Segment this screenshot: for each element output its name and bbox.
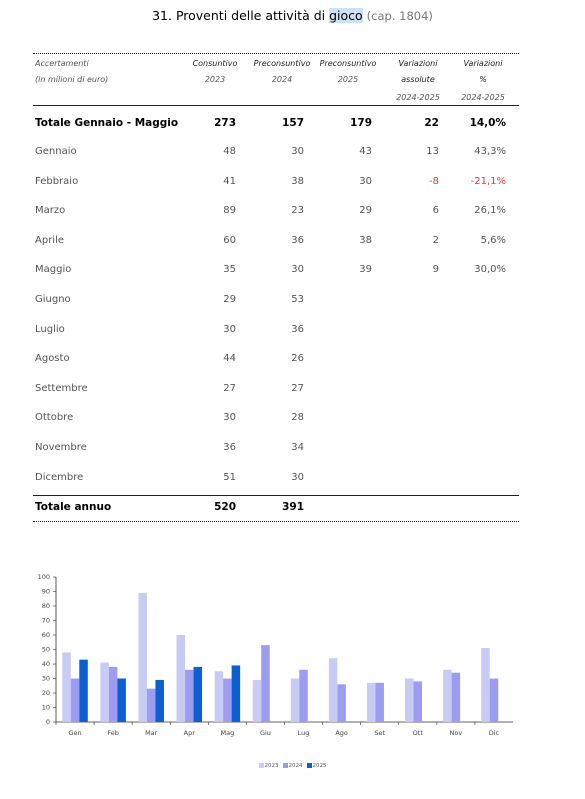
header-unit: (in milioni di euro)	[35, 75, 109, 84]
value-2024: 36	[291, 234, 304, 246]
x-tick-label: Ott	[412, 729, 423, 737]
total-divider	[33, 495, 519, 496]
total-period-label: Totale Gennaio - Maggio	[35, 117, 179, 129]
total-year-2023: 520	[214, 501, 236, 513]
bar-2024-Feb	[109, 667, 118, 722]
value-abs-change: -8	[429, 175, 439, 187]
value-abs-change: 6	[432, 205, 439, 217]
table-row	[0, 324, 585, 338]
value-2024: 53	[291, 294, 304, 305]
value-2023: 51	[223, 471, 236, 483]
header-col4-sub: assolute	[401, 75, 435, 84]
table-row	[0, 176, 585, 190]
value-2025: 39	[359, 264, 372, 276]
value-2023: 48	[223, 146, 236, 157]
page-title	[0, 8, 585, 23]
x-tick-label: Giu	[259, 729, 271, 737]
value-2025: 30	[359, 175, 372, 187]
table-row	[0, 412, 585, 426]
value-pct-change: 26,1%	[474, 205, 506, 217]
row-label: Dicembre	[35, 471, 84, 483]
table-row	[0, 235, 585, 249]
bar-2024-Mag	[223, 679, 232, 723]
bar-2024-Ago	[337, 684, 346, 722]
value-pct-change: -21,1%	[470, 175, 506, 187]
bar-2023-Apr	[177, 635, 186, 722]
bar-2025-Apr	[194, 667, 203, 722]
x-tick-label: Lug	[297, 729, 310, 737]
y-tick-label: 30	[41, 674, 50, 683]
header-col1-year: 2023	[204, 75, 226, 84]
value-2025: 43	[359, 146, 372, 157]
row-label: Giugno	[35, 294, 71, 305]
legend-label: 2024	[288, 763, 303, 769]
bar-2024-Ott	[414, 681, 423, 722]
x-tick-label: Feb	[107, 729, 119, 737]
value-2024: 30	[291, 146, 304, 157]
bar-2023-Lug	[291, 679, 300, 723]
value-2023: 36	[223, 442, 236, 453]
value-pct-change: 5,6%	[480, 234, 506, 246]
y-tick-label: 70	[41, 616, 50, 625]
value-2024: 34	[291, 442, 304, 453]
value-2024: 26	[291, 353, 304, 365]
value-2023: 44	[223, 353, 236, 365]
title-main: 31. Proventi delle attività di	[152, 8, 330, 23]
table-row	[0, 442, 585, 456]
table-row	[0, 264, 585, 278]
header-col5-title: Variazioni	[463, 59, 503, 68]
bar-2023-Ott	[405, 679, 414, 723]
bar-2023-Gen	[62, 652, 71, 722]
total-year-2024: 391	[282, 501, 304, 513]
table-row	[0, 472, 585, 486]
table-row	[0, 383, 585, 397]
title-subtitle: (cap. 1804)	[366, 9, 433, 23]
row-label: Marzo	[35, 205, 66, 217]
legend-swatch	[259, 763, 264, 768]
top-divider	[33, 53, 519, 54]
total-period-row	[0, 117, 585, 131]
x-tick-label: Dic	[488, 729, 500, 737]
table-row	[0, 294, 585, 308]
value-2025: 38	[359, 234, 372, 246]
y-tick-label: 50	[41, 645, 50, 654]
header-col3-year: 2025	[337, 75, 359, 84]
x-tick-label: Nov	[449, 729, 463, 737]
chart-legend	[0, 763, 585, 769]
row-label: Maggio	[35, 264, 72, 276]
value-abs-change: 2	[432, 234, 439, 246]
bar-2024-Dic	[490, 679, 499, 723]
header-divider	[33, 105, 519, 106]
value-2023: 89	[223, 205, 236, 217]
value-abs-change: 9	[432, 264, 439, 276]
header-col1-title: Consuntivo	[192, 59, 238, 68]
header-col4-period: 2024-2025	[396, 93, 440, 102]
legend-label: 2023	[264, 763, 279, 769]
header-col2-year: 2024	[271, 75, 293, 84]
value-2023: 60	[223, 234, 236, 246]
bar-2023-Dic	[481, 648, 490, 722]
bar-2023-Giu	[253, 680, 261, 722]
value-abs-change: 13	[426, 146, 439, 157]
row-label: Febbraio	[35, 175, 79, 187]
value-pct-change: 30,0%	[474, 264, 506, 276]
value-2024: 28	[291, 412, 304, 424]
row-label: Aprile	[35, 234, 65, 246]
y-tick-label: 100	[37, 573, 50, 581]
header-col5-period: 2024-2025	[461, 93, 505, 102]
value-2024: 30	[291, 471, 304, 483]
bar-2025-Mag	[232, 665, 241, 722]
legend-item	[283, 763, 303, 769]
bar-2023-Feb	[100, 663, 109, 722]
x-tick-label: Set	[374, 729, 386, 737]
value-2023: 27	[223, 382, 236, 394]
header-col2-title: Preconsuntivo	[253, 59, 311, 68]
total-period-abs: 22	[424, 117, 439, 129]
bar-2025-Feb	[117, 679, 126, 723]
bar-2023-Ago	[329, 658, 338, 722]
value-2025: 29	[359, 205, 372, 217]
table-row	[0, 146, 585, 160]
legend-swatch	[283, 763, 288, 768]
title-highlight: gioco	[329, 8, 363, 23]
x-tick-label: Apr	[183, 729, 195, 737]
row-label: Gennaio	[35, 146, 77, 157]
total-period-2024: 157	[282, 117, 304, 129]
x-tick-label: Ago	[335, 729, 348, 737]
bar-2024-Lug	[299, 670, 308, 722]
table-row	[0, 353, 585, 367]
value-2023: 30	[223, 412, 236, 424]
bar-2023-Mar	[138, 593, 147, 722]
total-period-2023: 273	[214, 117, 236, 129]
monthly-bar-chart	[0, 568, 585, 743]
y-tick-label: 80	[41, 602, 50, 610]
value-2023: 30	[223, 323, 236, 335]
row-label: Novembre	[35, 442, 87, 453]
legend-item	[259, 763, 279, 769]
total-year-row	[0, 501, 585, 515]
y-tick-label: 10	[41, 703, 50, 712]
bar-2025-Mar	[155, 680, 164, 722]
legend-swatch	[307, 763, 312, 768]
legend-item	[307, 763, 327, 769]
bar-2023-Set	[367, 683, 376, 722]
y-tick-label: 60	[41, 631, 50, 639]
total-period-pct: 14,0%	[469, 117, 506, 129]
total-year-label: Totale annuo	[35, 501, 112, 513]
bottom-divider	[33, 521, 519, 522]
value-2024: 38	[291, 175, 304, 187]
x-tick-label: Gen	[68, 729, 82, 737]
table-row	[0, 205, 585, 219]
total-period-2025: 179	[350, 117, 372, 129]
y-tick-label: 90	[41, 587, 50, 596]
value-2023: 35	[223, 264, 236, 276]
header-col5-sub: %	[479, 75, 487, 84]
y-tick-label: 0	[45, 718, 50, 726]
bar-2025-Gen	[79, 660, 88, 722]
value-2024: 23	[291, 205, 304, 217]
header-accertamenti: Accertamenti	[35, 59, 89, 68]
bar-2024-Nov	[452, 673, 461, 722]
value-2024: 36	[291, 323, 304, 335]
bar-2024-Mar	[147, 689, 156, 722]
legend-label: 2025	[312, 763, 327, 769]
x-tick-label: Mag	[220, 729, 235, 737]
y-tick-label: 40	[41, 660, 50, 668]
header-col3-title: Preconsuntivo	[319, 59, 377, 68]
value-2024: 27	[291, 382, 304, 394]
value-2023: 41	[223, 175, 236, 187]
header-col4-title: Variazioni	[398, 59, 438, 68]
row-label: Ottobre	[35, 412, 74, 424]
bar-2024-Gen	[71, 679, 80, 723]
bar-2024-Giu	[261, 645, 270, 722]
bar-2024-Apr	[185, 670, 194, 722]
row-label: Settembre	[35, 382, 88, 394]
bar-2023-Mag	[215, 671, 224, 722]
row-label: Luglio	[35, 323, 65, 335]
x-tick-label: Mar	[145, 729, 158, 737]
bar-2023-Nov	[443, 670, 452, 722]
bar-2024-Set	[375, 683, 384, 722]
row-label: Agosto	[35, 353, 70, 365]
y-tick-label: 20	[41, 689, 50, 697]
value-pct-change: 43,3%	[474, 146, 506, 157]
value-2023: 29	[223, 294, 236, 305]
value-2024: 30	[291, 264, 304, 276]
